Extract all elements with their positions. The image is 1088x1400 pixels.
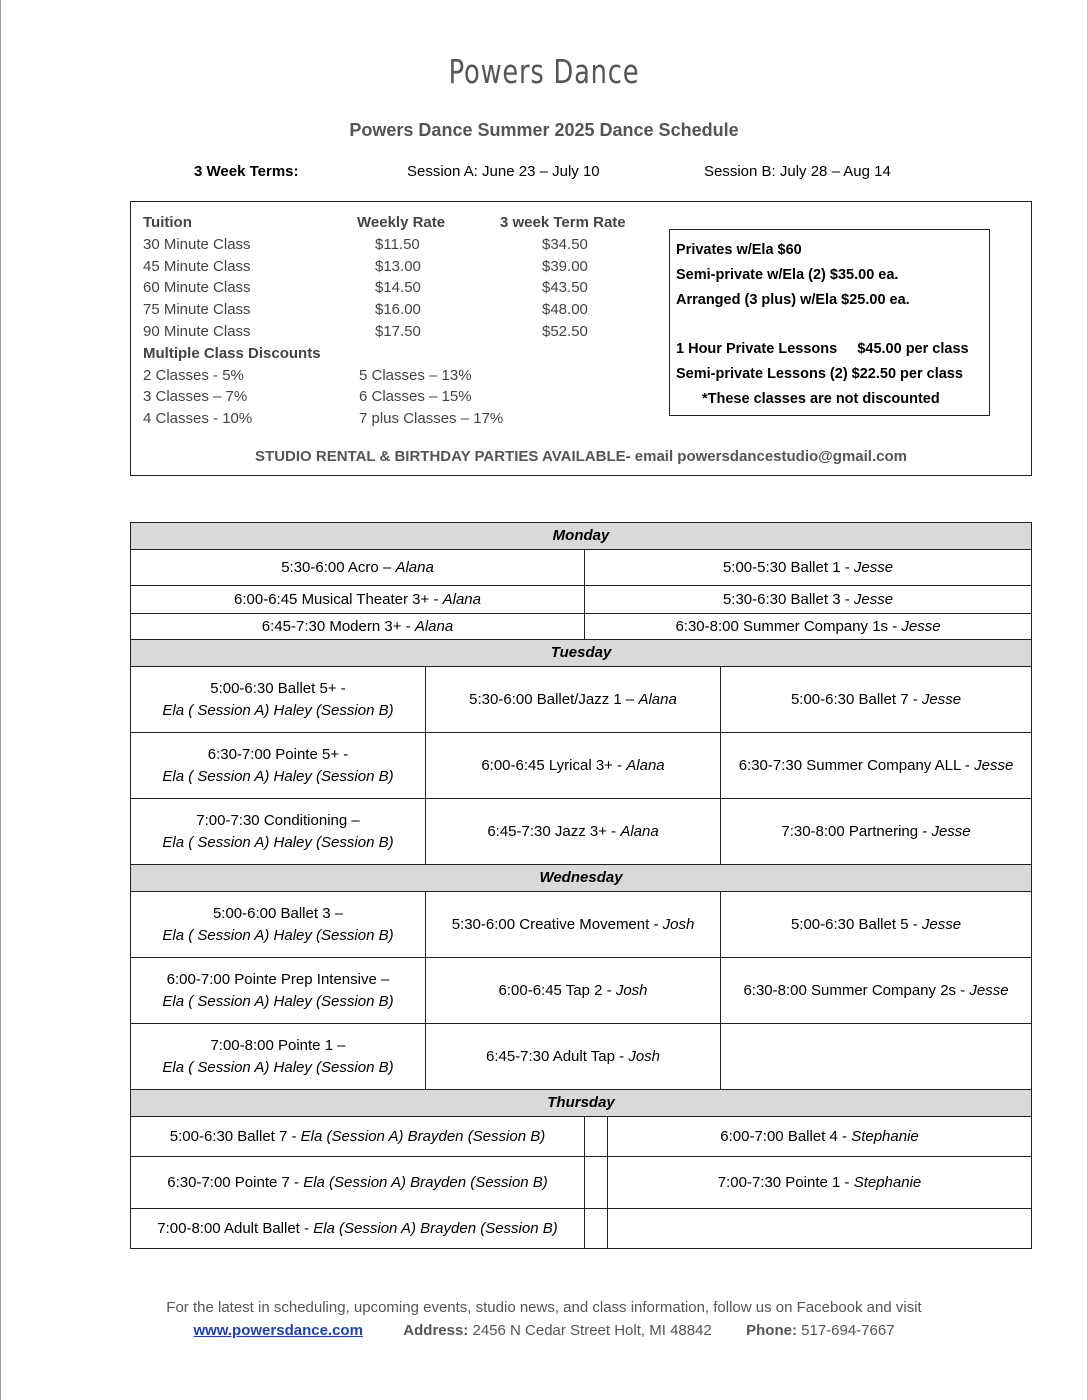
class-cell: 5:30-6:00 Ballet/Jazz 1 – Alana: [426, 667, 721, 733]
term-header: 3 week Term Rate: [500, 214, 626, 231]
footer-contact: [0, 1319, 1088, 1342]
weekly-header: Weekly Rate: [357, 214, 446, 231]
table-row: [131, 614, 1032, 640]
class-cell: 5:00-6:30 Ballet 7 - Ela (Session A) Brayden (Session B): [131, 1117, 585, 1157]
class-cell: 5:00-6:00 Ballet 3 – Ela ( Session A) Haley (Session B): [131, 892, 426, 958]
privates-note: *These classes are not discounted: [702, 391, 940, 407]
phone-value: 517-694-7667: [796, 1322, 895, 1339]
schedule-table: [130, 522, 1032, 1249]
class-cell: 6:00-6:45 Lyrical 3+ - Alana: [426, 733, 721, 799]
table-row: [131, 958, 1032, 1024]
table-row: [131, 892, 1032, 958]
day-header-thursday: Thursday: [131, 1090, 1032, 1117]
weekly-rate: $17.50: [375, 322, 421, 340]
table-row: [131, 586, 1032, 614]
rental-note: STUDIO RENTAL & BIRTHDAY PARTIES AVAILABLE- email powersdancestudio@gmail.com: [255, 448, 907, 465]
session-a: Session A: June 23 – July 10: [407, 163, 600, 180]
terms-label: 3 Week Terms:: [194, 163, 299, 180]
tuition-header: Tuition: [143, 214, 192, 231]
class-cell: 6:45-7:30 Modern 3+ - Alana: [131, 614, 585, 640]
class-cell: 5:30-6:30 Ballet 3 - Jesse: [585, 586, 1032, 614]
discount-item: 2 Classes - 5%: [143, 366, 244, 384]
footer-line: For the latest in scheduling, upcoming events, studio news, and class information, follow us on Facebook and visit: [166, 1299, 922, 1316]
weekly-rate: $14.50: [375, 279, 421, 297]
page-title: Powers Dance Summer 2025 Dance Schedule: [349, 120, 739, 140]
class-cell: 6:45-7:30 Jazz 3+ - Alana: [426, 799, 721, 865]
tuition-row-label: 30 Minute Class: [143, 235, 251, 253]
tuition-box: [130, 201, 1032, 476]
class-cell: 6:30-8:00 Summer Company 1s - Jesse: [585, 614, 1032, 640]
discount-item: 7 plus Classes – 17%: [359, 410, 504, 428]
class-cell: 5:30-6:00 Acro – Alana: [131, 550, 585, 586]
spacer-cell: [585, 1209, 608, 1249]
day-header-wednesday: Wednesday: [131, 865, 1032, 892]
class-cell: 5:00-6:30 Ballet 5+ - Ela ( Session A) Haley (Session B): [131, 667, 426, 733]
weekly-rates: [357, 212, 503, 430]
table-row: [131, 667, 1032, 733]
weekly-rate: $16.00: [375, 301, 421, 319]
table-row: [131, 1024, 1032, 1090]
privates-line: Arranged (3 plus) w/Ela $25.00 ea.: [676, 292, 910, 308]
privates-line: 1 Hour Private Lessons $45.00 per class: [676, 341, 969, 357]
privates-line: Privates w/Ela $60: [676, 242, 802, 258]
class-cell: 6:00-6:45 Musical Theater 3+ - Alana: [131, 586, 585, 614]
website-link[interactable]: www.powersdance.com: [193, 1322, 363, 1339]
term-rate: $39.00: [542, 257, 588, 275]
day-header-monday: Monday: [131, 523, 1032, 550]
term-rates: [500, 212, 626, 343]
class-cell: 6:00-7:00 Ballet 4 - Stephanie: [608, 1117, 1032, 1157]
privates-line: Semi-private w/Ela (2) $35.00 ea.: [676, 267, 899, 283]
term-rate: $34.50: [542, 235, 588, 253]
address-label: Address:: [403, 1322, 469, 1339]
class-cell: 6:45-7:30 Adult Tap - Josh: [426, 1024, 721, 1090]
tuition-labels: [143, 212, 321, 430]
class-cell: 6:30-8:00 Summer Company 2s - Jesse: [721, 958, 1032, 1024]
address-value: 2456 N Cedar Street Holt, MI 48842: [468, 1322, 712, 1339]
table-row: [131, 1209, 1032, 1249]
day-header-tuesday: Tuesday: [131, 640, 1032, 667]
class-cell: 6:30-7:30 Summer Company ALL - Jesse: [721, 733, 1032, 799]
class-cell: 7:00-7:30 Pointe 1 - Stephanie: [608, 1157, 1032, 1209]
table-row: [131, 1157, 1032, 1209]
class-cell: 5:30-6:00 Creative Movement - Josh: [426, 892, 721, 958]
discounts-title: Multiple Class Discounts: [143, 344, 321, 362]
page-left-edge: [0, 0, 1, 1400]
table-row: [131, 799, 1032, 865]
discount-item: 3 Classes – 7%: [143, 388, 248, 406]
privates-line: Semi-private Lessons (2) $22.50 per class: [676, 366, 963, 382]
term-rate: $48.00: [542, 301, 588, 319]
class-cell: 5:00-6:30 Ballet 7 - Jesse: [721, 667, 1032, 733]
table-row: [131, 733, 1032, 799]
spacer-cell: [585, 1157, 608, 1209]
tuition-row-label: 75 Minute Class: [143, 301, 251, 319]
class-cell: 7:30-8:00 Partnering - Jesse: [721, 799, 1032, 865]
class-cell: 7:00-8:00 Pointe 1 – Ela ( Session A) Haley (Session B): [131, 1024, 426, 1090]
class-cell: 6:30-7:00 Pointe 7 - Ela (Session A) Brayden (Session B): [131, 1157, 585, 1209]
footer: [0, 1296, 1088, 1342]
tuition-row-label: 90 Minute Class: [143, 322, 251, 340]
discount-item: 4 Classes - 10%: [143, 410, 253, 428]
table-row: [131, 550, 1032, 586]
class-cell: 6:00-6:45 Tap 2 - Josh: [426, 958, 721, 1024]
privates-box: [669, 229, 990, 416]
weekly-rate: $13.00: [375, 257, 421, 275]
discount-item: 6 Classes – 15%: [359, 388, 472, 406]
phone-label: Phone:: [746, 1322, 797, 1339]
tuition-row-label: 60 Minute Class: [143, 279, 251, 297]
discount-item: 5 Classes – 13%: [359, 366, 472, 384]
logo-text: Powers Dance: [448, 52, 640, 91]
table-row: [131, 1117, 1032, 1157]
class-cell: 5:00-5:30 Ballet 1 - Jesse: [585, 550, 1032, 586]
empty-cell: [721, 1024, 1032, 1090]
class-cell: 5:00-6:30 Ballet 5 - Jesse: [721, 892, 1032, 958]
empty-cell: [608, 1209, 1032, 1249]
class-cell: 6:00-7:00 Pointe Prep Intensive – Ela ( Session A) Haley (Session B): [131, 958, 426, 1024]
tuition-row-label: 45 Minute Class: [143, 257, 251, 275]
weekly-rate: $11.50: [375, 235, 420, 253]
class-cell: 7:00-7:30 Conditioning – Ela ( Session A) Haley (Session B): [131, 799, 426, 865]
term-rate: $52.50: [542, 322, 588, 340]
term-rate: $43.50: [542, 279, 588, 297]
session-b: Session B: July 28 – Aug 14: [704, 163, 891, 180]
spacer-cell: [585, 1117, 608, 1157]
class-cell: 6:30-7:00 Pointe 5+ - Ela ( Session A) Haley (Session B): [131, 733, 426, 799]
class-cell: 7:00-8:00 Adult Ballet - Ela (Session A) Brayden (Session B): [131, 1209, 585, 1249]
